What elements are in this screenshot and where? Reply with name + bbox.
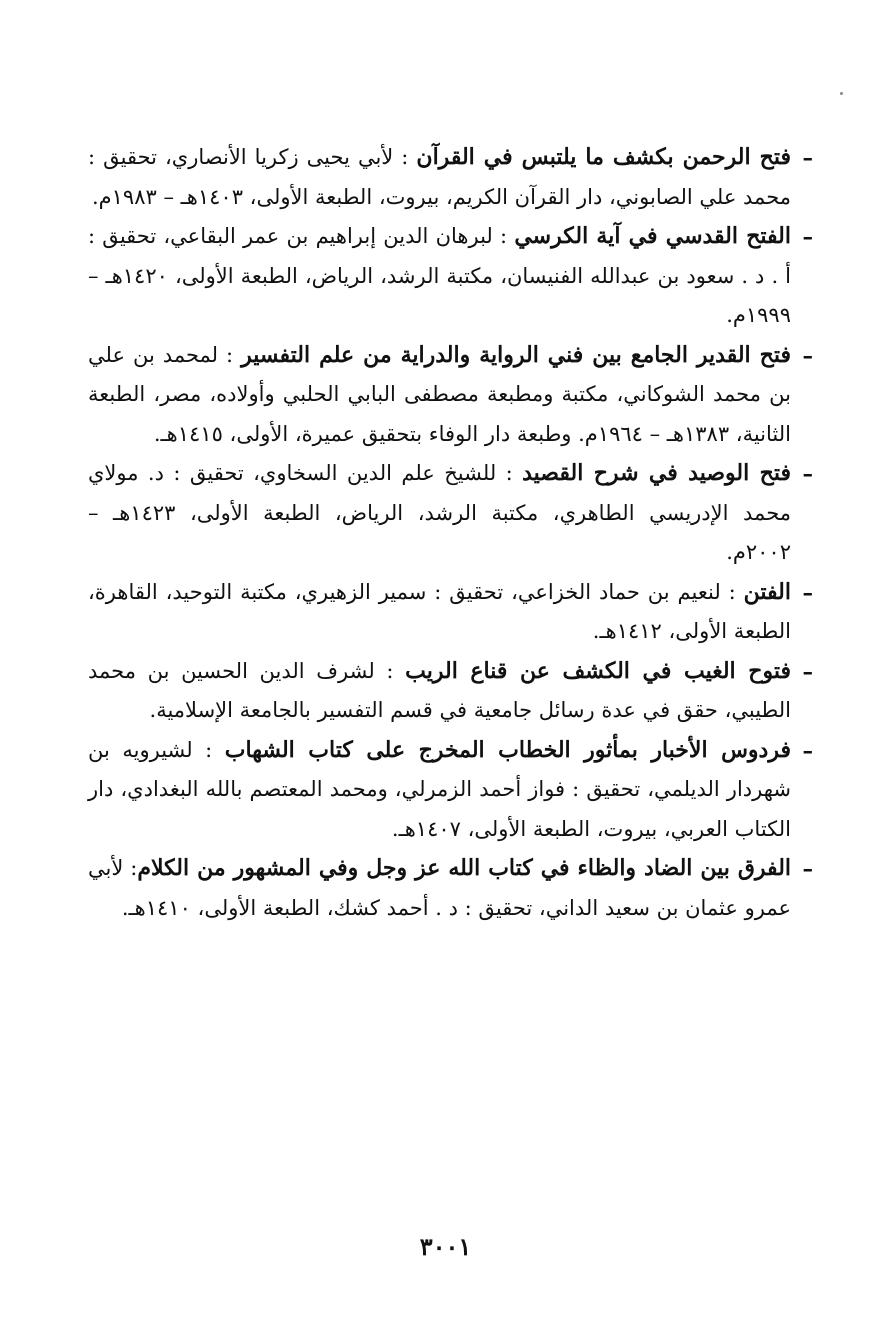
entry-title: فتوح الغيب في الكشف عن قناع الريب	[405, 657, 791, 684]
entry-details: : لشرف الدين الحسين بن محمد الطيبي، حقق في عدة رسائل جامعية في قسم التفسير بالجامعة الإسلامية.	[88, 658, 791, 722]
entry-dash: –	[802, 342, 813, 368]
bibliography-entry	[88, 573, 813, 652]
bibliography-entry	[88, 217, 813, 336]
entry-title: الفرق بين الضاد والظاء في كتاب الله عز وجل وفي المشهور من الكلام	[137, 855, 792, 881]
bibliography-entry	[88, 138, 813, 217]
entry-details: : لنعيم بن حماد الخزاعي، تحقيق : سمير الزهيري، مكتبة التوحيد، القاهرة، الطبعة الأولى، ١٤١٢هـ.	[88, 579, 791, 643]
entry-title: فردوس الأخبار بمأثور الخطاب المخرج على كتاب الشهاب	[224, 736, 792, 763]
bibliography-entry	[88, 652, 813, 731]
corner-dot	[840, 92, 843, 95]
bibliography-entry	[88, 849, 813, 928]
bibliography-entry	[88, 731, 813, 850]
entry-title: فتح القدير الجامع بين فني الرواية والدراية من علم التفسير	[241, 341, 791, 368]
entry-dash: –	[802, 145, 813, 170]
bibliography-list	[88, 138, 813, 928]
entry-details: : للشيخ علم الدين السخاوي، تحقيق : د. مولاي محمد الإدريسي الطاهري، مكتبة الرشد، الرياض، الطبعة الأولى، ١٤٢٣هـ – ٢٠٠٢م.	[88, 461, 791, 564]
bibliography-entry	[88, 454, 813, 573]
entry-dash: –	[802, 461, 813, 486]
entry-details: : لأبي عمرو عثمان بن سعيد الداني، تحقيق : د . أحمد كشك، الطبعة الأولى، ١٤١٠هـ.	[88, 856, 791, 920]
entry-dash: –	[802, 224, 813, 249]
bibliography-entry	[88, 336, 813, 455]
entry-details: : لبرهان الدين إبراهيم بن عمر البقاعي، تحقيق : أ . د . سعود بن عبدالله الفنيسان، مكتبة الرشد، الرياض، الطبعة الأولى، ١٤٢٠هـ – ١٩٩٩م.	[88, 224, 792, 327]
entry-title: الفتن	[743, 578, 791, 605]
entry-dash: –	[802, 579, 813, 605]
entry-title: الفتح القدسي في آية الكرسي	[514, 223, 791, 249]
entry-details: : لأبي يحيى زكريا الأنصاري، تحقيق : محمد علي الصابوني، دار القرآن الكريم، بيروت، الطبعة الأولى، ١٤٠٣هـ – ١٩٨٣م.	[88, 145, 791, 209]
entry-details: : لمحمد بن علي بن محمد الشوكاني، مكتبة ومطبعة مصطفى البابي الحلبي وأولاده، مصر، الطبعة الثانية، ١٣٨٣هـ – ١٩٦٤م. وطبعة دار الوفاء بتحقيق عميرة، الأولى، ١٤١٥هـ.	[88, 342, 791, 446]
entry-title: فتح الوصيد في شرح القصيد	[522, 460, 791, 486]
page-number: ٣٠٠١	[419, 1232, 472, 1261]
entry-title: فتح الرحمن بكشف ما يلتبس في القرآن	[416, 144, 791, 170]
entry-dash: –	[802, 856, 813, 881]
entry-dash: –	[802, 658, 813, 684]
entry-details: : لشيرويه بن شهردار الديلمي، تحقيق : فواز أحمد الزمرلي، ومحمد المعتصم بالله البغدادي، دار الكتاب العربي، بيروت، الطبعة الأولى، ١٤٠٧هـ.	[88, 737, 791, 841]
entry-dash: –	[802, 737, 813, 763]
